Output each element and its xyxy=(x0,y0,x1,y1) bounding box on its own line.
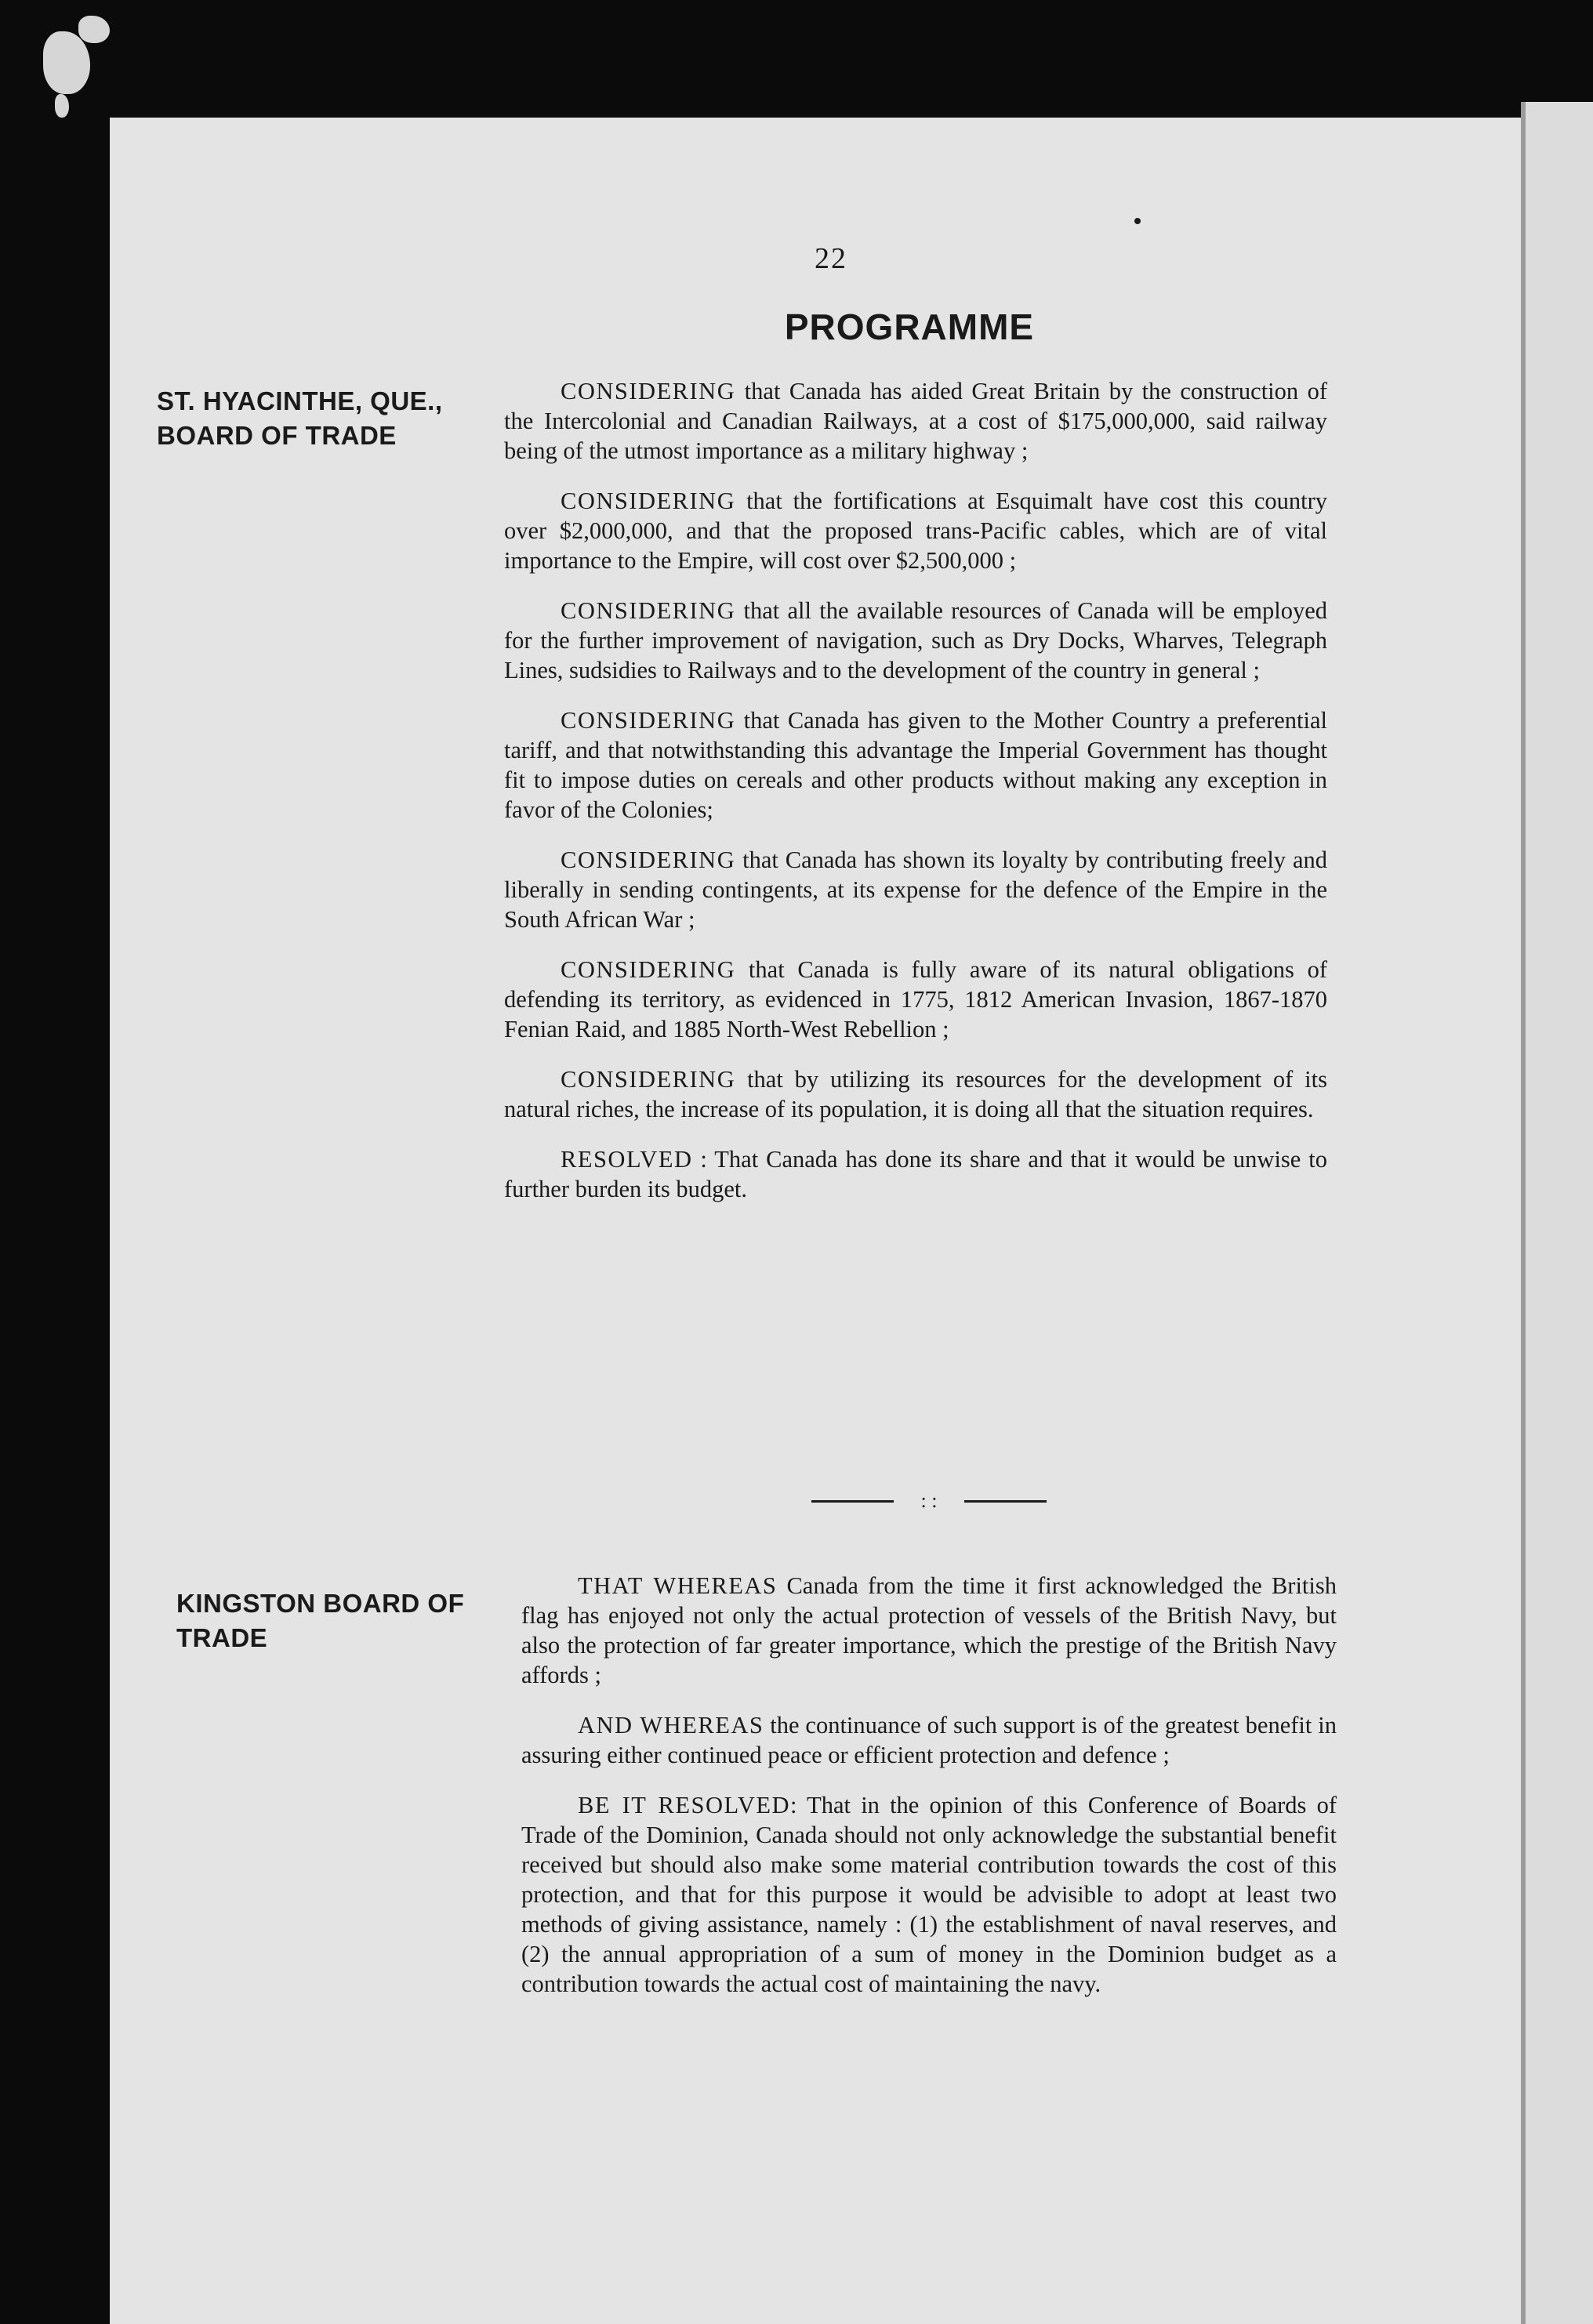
resolution-paragraph xyxy=(521,1790,1337,1999)
paragraph-lead: CONSIDERING xyxy=(561,1066,736,1093)
resolution-paragraph xyxy=(504,1144,1327,1204)
paragraph-text: that by utilizing its resources for the development of its natural riches, the increase of its population, it is doing all that the situation requires. xyxy=(504,1066,1327,1122)
section-label-line: KINGSTON BOARD OF xyxy=(176,1589,465,1618)
paragraph-text: that Canada is fully aware of its natural obligations of defending its territory, as evidenced in 1775, 1812 American Invasion, 1867-1870 Fenian Raid, and 1885 North-West Rebellion ; xyxy=(504,956,1327,1042)
paragraph xyxy=(504,596,1327,685)
section-label-kingston xyxy=(176,1586,464,1655)
paragraph-lead: THAT WHEREAS xyxy=(578,1572,778,1599)
paragraph-text: that the fortifications at Esquimalt have cost this country over $2,000,000, and that the proposed trans-Pacific cables, which are of vital importance to the Empire, will cost over $2,500,000 ; xyxy=(504,488,1327,574)
divider-line-right xyxy=(964,1500,1047,1503)
paragraph-lead: RESOLVED xyxy=(561,1146,693,1173)
paragraph-lead: BE IT RESOLVED xyxy=(578,1792,791,1818)
paragraph xyxy=(504,845,1327,934)
ink-dot xyxy=(1134,218,1141,224)
paragraph-text: that all the available resources of Canada will be employed for the further improvement of navigation, such as Dry Docks, Wharves, Telegraph Lines, sudsidies to Railways and to the development of the country in general ; xyxy=(504,597,1327,683)
section-label-line: ST. HYACINTHE, QUE., xyxy=(157,386,443,415)
paragraph xyxy=(504,1064,1327,1124)
paragraph-text: the continuance of such support is of the greatest benefit in assuring either continued peace or efficient protection and defence ; xyxy=(521,1712,1337,1768)
paragraph-text: that Canada has aided Great Britain by the construction of the Intercolonial and Canadian Railways, at a cost of $175,000,000, said railway being of the utmost importance as a military highway ; xyxy=(504,378,1327,464)
paragraph-text: that Canada has given to the Mother Country a preferential tariff, and that notwithstanding this advantage the Imperial Government has thought fit to impose duties on cereals and other products without making any exception in favor of the Colonies; xyxy=(504,707,1327,823)
section-divider xyxy=(811,1489,1047,1513)
paragraph xyxy=(521,1710,1337,1770)
paragraph-lead: CONSIDERING xyxy=(561,597,736,624)
section-label-line: BOARD OF TRADE xyxy=(157,421,397,450)
page-heading: PROGRAMME xyxy=(784,306,1035,347)
paragraph-text: that Canada has shown its loyalty by contributing freely and liberally in sending contingents, at its expense for the defence of the Empire in the South African War ; xyxy=(504,847,1327,933)
paragraph-text: : That Canada has done its share and that it would be unwise to further burden its budget. xyxy=(504,1146,1327,1202)
paragraph-lead: CONSIDERING xyxy=(561,847,736,873)
paragraph xyxy=(504,486,1327,575)
paragraph xyxy=(504,955,1327,1044)
section-label-line: TRADE xyxy=(176,1623,268,1652)
paragraph-text: : That in the opinion of this Conference of Boards of Trade of the Dominion, Canada should not only acknowledge the substantial benefit received but should also make some material contribution towards the cost of this protection, and that for this purpose it would be advisible to adopt at least two methods of giving assistance, namely : (1) the establishment of naval reserves, and (2) the annual appropriation of a sum of money in the Dominion budget as a contribution towards the actual cost of maintaining the navy. xyxy=(521,1792,1337,1997)
paragraph xyxy=(504,705,1327,825)
section-body-kingston xyxy=(521,1571,1337,2019)
scan-speck xyxy=(78,16,110,43)
paragraph xyxy=(521,1571,1337,1690)
scan-speck xyxy=(55,94,69,118)
scan-speck xyxy=(43,31,90,94)
section-label-st-hyacinthe xyxy=(157,384,443,453)
divider-mark: : : xyxy=(920,1489,938,1512)
paragraph-lead: CONSIDERING xyxy=(561,488,736,514)
paragraph xyxy=(504,376,1327,466)
adjacent-page-edge xyxy=(1521,102,1593,2324)
paragraph-text: Canada from the time it first acknowledged the British flag has enjoyed not only the actual protection of vessels of the British Navy, but also the protection of far greater importance, which the prestige of the British Navy affords ; xyxy=(521,1572,1337,1688)
page-number: 22 xyxy=(815,242,847,275)
paragraph-lead: CONSIDERING xyxy=(561,707,736,734)
paragraph-lead: CONSIDERING xyxy=(561,956,736,983)
paragraph-lead: CONSIDERING xyxy=(561,378,736,404)
page-gutter-line xyxy=(1521,102,1526,2324)
section-body-st-hyacinthe xyxy=(504,376,1327,1224)
paragraph-lead: AND WHEREAS xyxy=(578,1712,764,1738)
